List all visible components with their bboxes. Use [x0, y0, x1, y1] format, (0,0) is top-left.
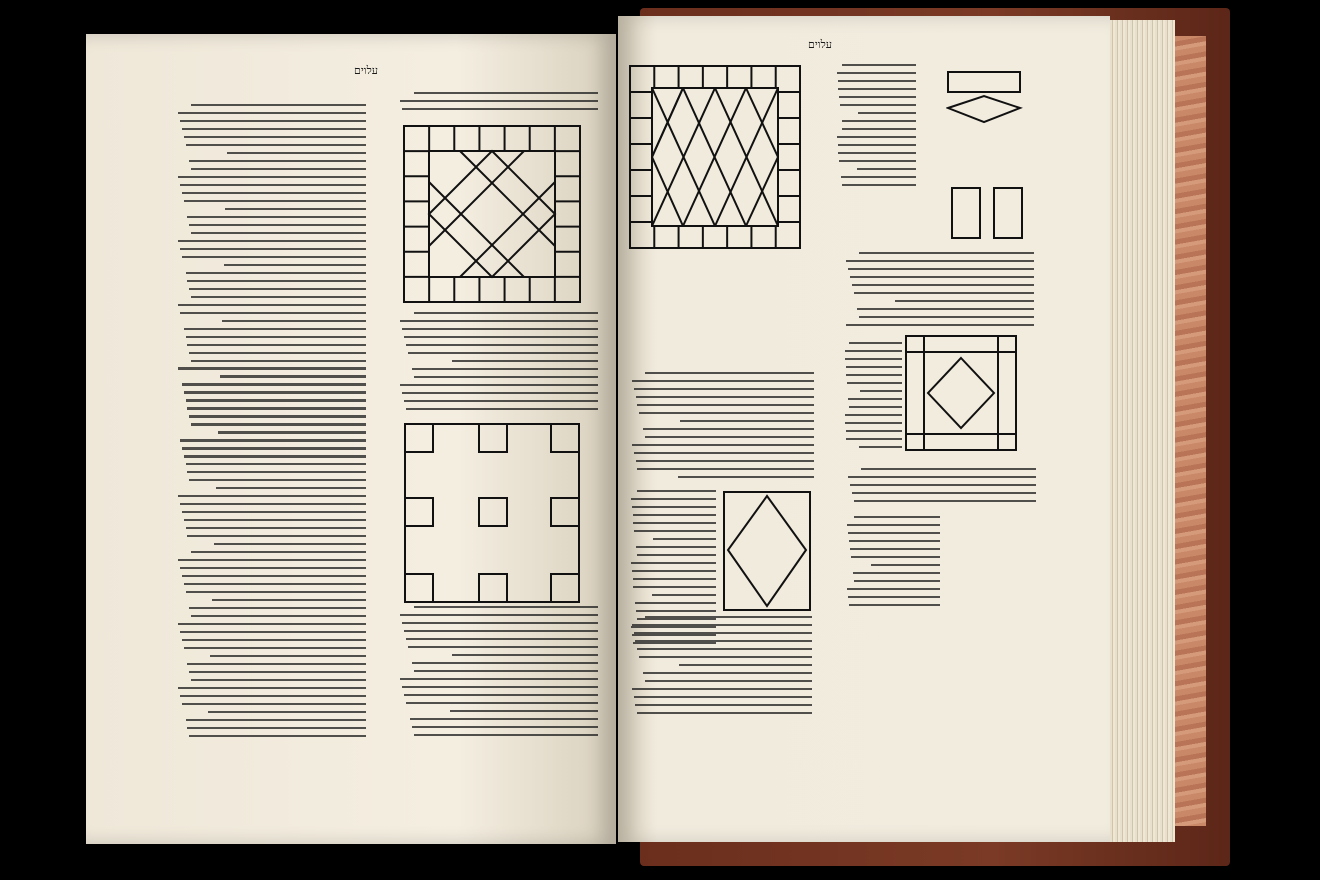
- right-page: [618, 16, 1110, 842]
- text-line: [637, 648, 812, 650]
- text-line: [410, 718, 598, 720]
- text-line: [187, 471, 366, 473]
- text-line: [406, 638, 598, 640]
- text-line: [845, 422, 902, 424]
- geometric-figure: [402, 124, 582, 304]
- text-line: [854, 580, 940, 582]
- text-line: [838, 144, 916, 146]
- text-line: [404, 694, 598, 696]
- text-line: [191, 232, 366, 234]
- text-line: [853, 572, 940, 574]
- text-line: [633, 514, 716, 516]
- text-line: [182, 703, 366, 705]
- text-line: [184, 136, 366, 138]
- text-line: [837, 136, 916, 138]
- text-line: [637, 554, 716, 556]
- text-line: [402, 622, 598, 624]
- text-line: [178, 176, 366, 178]
- text-line: [859, 446, 902, 448]
- text-line: [841, 176, 916, 178]
- text-line: [645, 680, 812, 682]
- text-line: [850, 276, 1034, 278]
- text-line: [845, 414, 902, 416]
- text-line: [189, 160, 366, 162]
- text-line: [189, 415, 366, 417]
- text-line: [220, 375, 366, 377]
- text-line: [849, 604, 940, 606]
- text-line: [189, 224, 366, 226]
- text-line: [184, 583, 366, 585]
- text-line: [180, 120, 366, 122]
- text-line: [838, 80, 916, 82]
- text-line: [191, 296, 366, 298]
- text-line: [652, 594, 716, 596]
- text-line: [224, 264, 367, 266]
- text-line: [637, 490, 716, 492]
- text-line: [846, 324, 1034, 326]
- text-line: [408, 646, 598, 648]
- text-line: [180, 248, 366, 250]
- text-line: [414, 734, 598, 736]
- text-line: [635, 640, 812, 642]
- text-column: [846, 516, 940, 612]
- text-line: [184, 519, 366, 521]
- text-line: [212, 599, 366, 601]
- text-column: [630, 616, 812, 720]
- text-line: [218, 431, 366, 433]
- text-line: [186, 144, 367, 146]
- text-line: [182, 575, 366, 577]
- text-line: [227, 152, 366, 154]
- text-line: [847, 382, 902, 384]
- text-line: [635, 602, 716, 604]
- text-line: [860, 390, 902, 392]
- text-line: [178, 495, 366, 497]
- text-line: [632, 506, 716, 508]
- text-line: [184, 200, 366, 202]
- geometric-figure: [722, 490, 814, 614]
- text-column: [844, 252, 1034, 332]
- text-line: [842, 184, 916, 186]
- text-line: [634, 696, 812, 698]
- text-line: [186, 336, 367, 338]
- text-line: [400, 614, 598, 616]
- text-line: [857, 308, 1034, 310]
- text-line: [631, 562, 716, 564]
- geometric-figure: [904, 334, 1020, 454]
- text-line: [191, 423, 366, 425]
- text-line: [848, 476, 1036, 478]
- text-column: [398, 606, 598, 742]
- text-line: [182, 511, 366, 513]
- text-line: [412, 368, 598, 370]
- text-column: [176, 104, 366, 743]
- page-edges: [1105, 20, 1175, 842]
- text-line: [849, 342, 902, 344]
- text-line: [643, 428, 814, 430]
- text-line: [634, 388, 814, 390]
- running-head-left: עלוים: [354, 64, 378, 77]
- text-line: [633, 586, 716, 588]
- text-line: [412, 726, 598, 728]
- text-column: [836, 64, 916, 192]
- text-line: [637, 468, 814, 470]
- text-line: [404, 400, 598, 402]
- text-line: [208, 711, 366, 713]
- text-line: [186, 591, 367, 593]
- text-line: [837, 72, 916, 74]
- text-line: [680, 420, 814, 422]
- text-line: [414, 312, 598, 314]
- text-line: [871, 564, 940, 566]
- text-line: [187, 344, 366, 346]
- text-line: [406, 702, 598, 704]
- text-line: [847, 588, 940, 590]
- text-line: [414, 670, 598, 672]
- text-line: [182, 383, 366, 385]
- text-line: [187, 535, 366, 537]
- text-line: [189, 735, 366, 737]
- text-line: [180, 695, 366, 697]
- text-line: [400, 100, 598, 102]
- text-column: [844, 342, 902, 454]
- geometric-figure: [950, 186, 1030, 242]
- text-line: [645, 436, 814, 438]
- text-line: [191, 615, 366, 617]
- text-line: [180, 439, 366, 441]
- text-line: [653, 538, 716, 540]
- text-line: [187, 280, 366, 282]
- geometric-figure: [946, 70, 1026, 126]
- text-line: [839, 160, 916, 162]
- text-line: [637, 404, 814, 406]
- text-line: [450, 710, 598, 712]
- text-line: [643, 672, 812, 674]
- text-line: [402, 392, 598, 394]
- text-line: [636, 610, 716, 612]
- text-line: [191, 104, 366, 106]
- text-line: [845, 358, 902, 360]
- geometric-figure: [628, 64, 804, 252]
- text-line: [210, 655, 366, 657]
- text-line: [840, 104, 916, 106]
- text-line: [180, 631, 366, 633]
- running-head-right: עלוים: [808, 38, 832, 51]
- text-line: [414, 92, 598, 94]
- text-line: [222, 320, 366, 322]
- text-line: [187, 407, 366, 409]
- text-line: [400, 678, 598, 680]
- text-line: [845, 350, 902, 352]
- text-line: [631, 498, 716, 500]
- text-line: [402, 328, 598, 330]
- text-line: [186, 463, 367, 465]
- text-line: [895, 300, 1034, 302]
- text-line: [191, 360, 366, 362]
- text-line: [842, 120, 916, 122]
- text-column: [630, 372, 814, 484]
- text-line: [189, 288, 366, 290]
- text-line: [404, 336, 598, 338]
- text-line: [846, 438, 902, 440]
- text-line: [849, 540, 940, 542]
- text-line: [191, 679, 366, 681]
- text-line: [634, 530, 716, 532]
- text-line: [178, 112, 366, 114]
- text-line: [632, 444, 814, 446]
- text-line: [839, 96, 916, 98]
- text-line: [178, 687, 366, 689]
- text-line: [182, 256, 366, 258]
- text-line: [400, 384, 598, 386]
- text-line: [635, 704, 812, 706]
- text-line: [414, 376, 598, 378]
- text-line: [400, 320, 598, 322]
- text-line: [180, 184, 366, 186]
- text-line: [859, 316, 1034, 318]
- text-line: [854, 292, 1035, 294]
- text-line: [645, 372, 814, 374]
- text-line: [187, 216, 366, 218]
- text-line: [178, 623, 366, 625]
- text-line: [850, 548, 940, 550]
- text-line: [852, 284, 1034, 286]
- text-line: [632, 624, 812, 626]
- text-line: [848, 596, 940, 598]
- text-line: [180, 503, 366, 505]
- text-line: [842, 128, 916, 130]
- text-line: [848, 398, 902, 400]
- text-line: [847, 524, 940, 526]
- text-line: [182, 192, 366, 194]
- text-line: [402, 108, 598, 110]
- text-line: [452, 360, 598, 362]
- text-line: [214, 543, 366, 545]
- text-line: [412, 662, 598, 664]
- text-line: [186, 399, 367, 401]
- text-line: [636, 546, 716, 548]
- text-line: [842, 64, 916, 66]
- text-line: [848, 532, 940, 534]
- text-line: [852, 492, 1036, 494]
- text-line: [639, 412, 814, 414]
- text-column: [846, 468, 1036, 508]
- text-line: [187, 727, 366, 729]
- text-line: [838, 152, 916, 154]
- text-line: [404, 630, 598, 632]
- text-line: [182, 447, 366, 449]
- text-line: [632, 380, 814, 382]
- text-line: [189, 607, 366, 609]
- text-line: [184, 328, 366, 330]
- marbled-endpaper: [1172, 36, 1206, 826]
- text-line: [678, 476, 814, 478]
- text-column: [398, 312, 598, 416]
- text-line: [634, 452, 814, 454]
- text-line: [178, 367, 366, 369]
- text-column: [398, 92, 598, 116]
- text-line: [216, 487, 366, 489]
- text-line: [414, 606, 598, 608]
- text-line: [633, 578, 716, 580]
- text-line: [858, 112, 916, 114]
- text-line: [184, 455, 366, 457]
- text-line: [178, 559, 366, 561]
- left-page: [86, 34, 616, 844]
- text-line: [636, 396, 814, 398]
- text-line: [859, 252, 1034, 254]
- text-line: [632, 570, 716, 572]
- text-line: [191, 168, 366, 170]
- text-line: [180, 567, 366, 569]
- text-line: [846, 260, 1034, 262]
- text-line: [186, 527, 367, 529]
- text-line: [187, 663, 366, 665]
- text-line: [402, 686, 598, 688]
- text-line: [851, 556, 940, 558]
- text-line: [452, 654, 598, 656]
- text-line: [632, 688, 812, 690]
- text-line: [645, 616, 812, 618]
- text-line: [182, 128, 366, 130]
- text-line: [184, 647, 366, 649]
- text-line: [849, 406, 902, 408]
- text-line: [178, 240, 366, 242]
- text-line: [182, 639, 366, 641]
- text-line: [854, 500, 1036, 502]
- text-line: [838, 88, 916, 90]
- text-line: [225, 208, 366, 210]
- text-line: [634, 632, 812, 634]
- text-line: [639, 656, 812, 658]
- text-line: [846, 430, 902, 432]
- text-line: [846, 374, 902, 376]
- text-line: [846, 366, 902, 368]
- text-line: [637, 712, 812, 714]
- text-line: [408, 352, 598, 354]
- text-line: [679, 664, 812, 666]
- text-line: [184, 391, 366, 393]
- text-line: [186, 272, 367, 274]
- text-line: [633, 522, 716, 524]
- text-line: [857, 168, 916, 170]
- text-line: [180, 312, 366, 314]
- text-line: [191, 551, 366, 553]
- text-line: [189, 671, 366, 673]
- text-line: [854, 516, 940, 518]
- text-line: [848, 268, 1034, 270]
- text-line: [189, 479, 366, 481]
- text-line: [406, 344, 598, 346]
- geometric-figure: [403, 422, 583, 606]
- text-line: [186, 719, 367, 721]
- text-line: [406, 408, 598, 410]
- text-line: [178, 304, 366, 306]
- text-line: [636, 460, 814, 462]
- text-line: [189, 352, 366, 354]
- text-line: [850, 484, 1036, 486]
- text-line: [861, 468, 1036, 470]
